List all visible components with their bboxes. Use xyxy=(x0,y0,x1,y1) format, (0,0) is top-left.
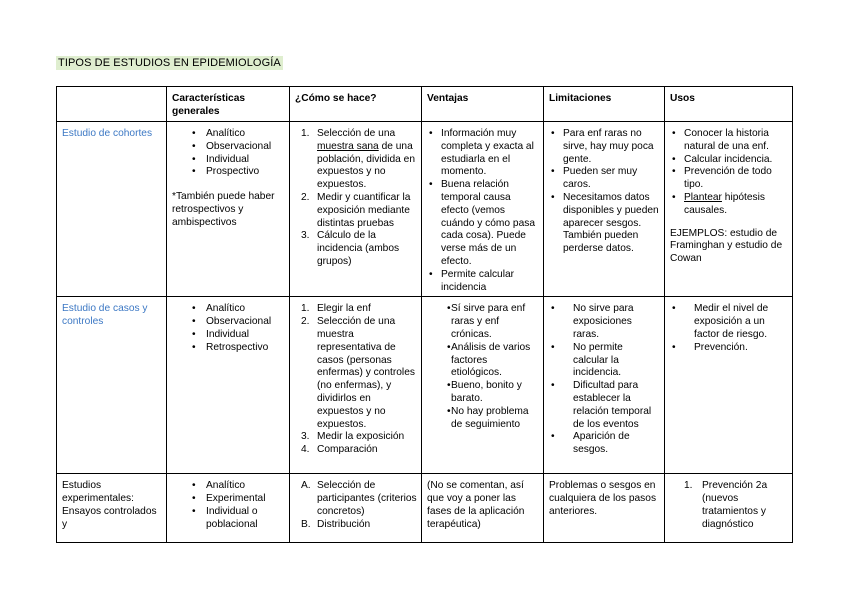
header-cell-como: ¿Cómo se hace? xyxy=(290,87,422,122)
header-cell-caracteristicas: Características generales xyxy=(167,87,290,122)
list-item-text: de una población, dividida en expuestos y no expuestos. xyxy=(317,140,415,191)
note-text: *También puede haber retrospectivos y ambispectivos xyxy=(172,191,275,228)
list-item xyxy=(295,128,417,192)
list-item-text: Medir y cuantificar la exposición mediante distintas pruebas xyxy=(317,191,411,229)
list-item xyxy=(295,316,417,431)
list-item: • Experimental xyxy=(172,493,285,506)
list-number: B. xyxy=(301,518,311,530)
como-cell xyxy=(290,474,422,543)
list-item-text: Cálculo de la incidencia (ambos grupos) xyxy=(317,230,400,267)
list-item: • Individual xyxy=(172,329,285,342)
list-item-text: hipótesis causales. xyxy=(684,191,766,216)
list-item: • Necesitamos datos disponibles y pueden aparecer sesgos. También pueden perderse datos. xyxy=(549,192,660,256)
caracteristicas-cell xyxy=(167,474,290,543)
list-number: A. xyxy=(301,480,311,492)
list-item xyxy=(295,431,417,444)
caracteristicas-cell xyxy=(167,297,290,474)
caracteristicas-cell xyxy=(167,122,290,297)
list-item: • Análisis de varios factores etiológicos. xyxy=(427,342,539,380)
list-item: • Individual o poblacional xyxy=(172,506,285,532)
study-name-experimentales[interactable]: Estudios experimentales: Ensayos controlados y xyxy=(57,474,167,543)
list-item: • Conocer la historia natural de una enf. xyxy=(670,128,788,154)
usos-cell xyxy=(665,297,793,474)
list-item xyxy=(295,480,417,518)
list-item xyxy=(295,192,417,230)
limitaciones-cell xyxy=(544,297,665,474)
list-item: • Buena relación temporal causa efecto (vemos cuándo y cómo pasa cada cosa). Puede verse más de un efecto. xyxy=(427,179,539,269)
list-number: 1. xyxy=(684,480,693,492)
header-cell-usos: Usos xyxy=(665,87,793,122)
list-number: 1. xyxy=(301,303,310,315)
header-cell-ventajas: Ventajas xyxy=(422,87,544,122)
list-item: • Retrospectivo xyxy=(172,342,285,355)
list-item xyxy=(670,192,788,218)
list-item xyxy=(295,303,417,316)
ventajas-cell: (No se comentan, así que voy a poner las fases de la aplicación terapéutica) xyxy=(422,474,544,543)
list-number: 1. xyxy=(301,128,310,139)
list-item: • Observacional xyxy=(172,141,285,154)
list-item: • Permite calcular incidencia xyxy=(427,269,539,295)
list-number: 2. xyxy=(301,191,310,203)
list-item-text: Elegir la enf xyxy=(317,303,371,315)
list-item: • Analítico xyxy=(172,480,285,493)
list-item: • Observacional xyxy=(172,316,285,329)
list-item-text: Selección de una muestra representativa de casos (personas enfermas) y controles (no enfermas), y dividirlos en expuestos y no expuestos. xyxy=(317,316,415,430)
limitaciones-cell xyxy=(544,122,665,297)
list-item xyxy=(670,480,788,531)
list-item-text: Medir la exposición xyxy=(317,431,405,443)
document-title: TIPOS DE ESTUDIOS EN EPIDEMIOLOGÍA xyxy=(58,57,281,69)
list-item: • Información muy completa y exacta al estudiarla en el momento. xyxy=(427,128,539,179)
como-cell xyxy=(290,122,422,297)
list-item: • Bueno, bonito y barato. xyxy=(427,380,539,406)
table-row xyxy=(57,474,793,543)
list-item: • Prevención de todo tipo. xyxy=(670,166,788,192)
list-item: • Para enf raras no sirve, hay muy poca gente. xyxy=(549,128,660,166)
list-item xyxy=(295,444,417,457)
list-number: 4. xyxy=(301,444,310,456)
table-row xyxy=(57,122,793,297)
list-number: 2. xyxy=(301,316,310,328)
underlined-text: Plantear xyxy=(684,191,722,203)
header-cell-limitaciones: Limitaciones xyxy=(544,87,665,122)
list-item-text: Selección de una xyxy=(317,128,396,139)
header-row xyxy=(57,87,793,122)
epidemiology-table xyxy=(56,86,793,543)
list-item-text: Distribución xyxy=(317,518,371,530)
header-cell-empty xyxy=(57,87,167,122)
list-item: • Sí sirve para enf raras y enf crónicas. xyxy=(427,303,539,341)
underlined-text: muestra sana xyxy=(317,140,379,152)
list-item-text: Selección de participantes (criterios concretos) xyxy=(317,480,417,517)
list-item xyxy=(295,519,417,532)
usos-cell xyxy=(665,122,793,297)
ventajas-cell xyxy=(422,297,544,474)
usos-cell xyxy=(665,474,793,543)
list-item: • No hay problema de seguimiento xyxy=(427,406,539,432)
study-name-casos-controles[interactable]: Estudio de casos y controles xyxy=(57,297,167,474)
list-item: • Medir el nivel de exposición a un factor de riesgo. xyxy=(670,303,788,341)
limitaciones-cell: Problemas o sesgos en cualquiera de los pasos anteriores. xyxy=(544,474,665,543)
list-item: • No sirve para exposiciones raras. xyxy=(549,303,660,341)
list-item: • Individual xyxy=(172,154,285,167)
list-item: • Dificultad para establecer la relación temporal de los eventos xyxy=(549,380,660,431)
list-item: • Analítico xyxy=(172,303,285,316)
como-cell xyxy=(290,297,422,474)
list-item: • Calcular incidencia. xyxy=(670,154,788,167)
ventajas-cell xyxy=(422,122,544,297)
list-number: 3. xyxy=(301,431,310,443)
ejemplos-text: EJEMPLOS: estudio de Framinghan y estudio de Cowan xyxy=(670,227,783,265)
list-item xyxy=(295,230,417,268)
list-item: • Prospectivo xyxy=(172,166,285,179)
list-item-text: Prevención 2a (nuevos tratamientos y diagnóstico xyxy=(702,480,768,530)
table-row xyxy=(57,297,793,474)
list-item: • Prevención. xyxy=(670,342,788,355)
list-item-text: Comparación xyxy=(317,444,378,456)
list-number: 3. xyxy=(301,230,310,242)
list-item: • Pueden ser muy caros. xyxy=(549,166,660,192)
list-item: • Analítico xyxy=(172,128,285,141)
list-item: • Aparición de sesgos. xyxy=(549,431,660,457)
study-name-cohortes[interactable]: Estudio de cohortes xyxy=(57,122,167,297)
list-item: • No permite calcular la incidencia. xyxy=(549,342,660,380)
